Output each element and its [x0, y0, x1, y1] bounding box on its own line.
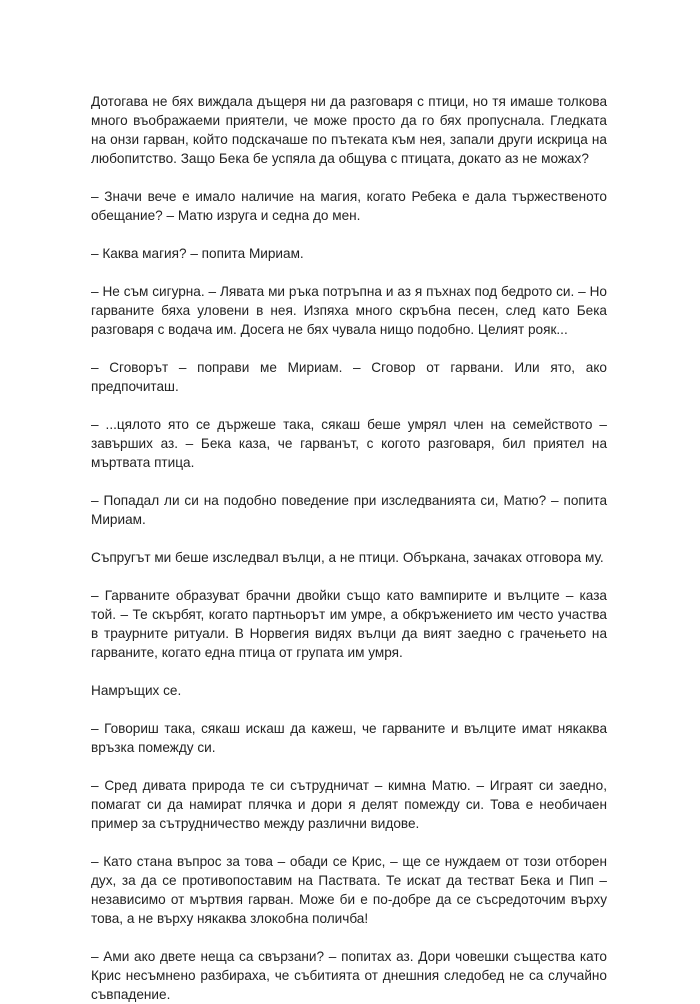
paragraph: Съпругът ми беше изследвал вълци, а не птици. Объркана, зачаках отговора му. — [91, 550, 604, 565]
paragraph: – Сговорът – поправи ме Мириам. – Сговор от гарвани. Или ято, ако предпочиташ. — [91, 360, 607, 394]
paragraph: – Като стана въпрос за това – обади се Крис, – ще се нуждаем от този отборен дух, за да се противопоставим на Паствата. Те искат да тестват Бека и Пип – независимо от мъртвия гарван. Може би е по-добре да се съсредоточим върху това, а не върху някаква злокобна поличба! — [91, 854, 607, 926]
paragraph: – Гарваните образуват брачни двойки също като вампирите и вълците – каза той. – Те скърбят, когато партньорът им умре, а обкръжението им често участва в траурните ритуали. В Норвегия видях вълци да вият заедно с грачењето на гарваните, когато една птица от групата им умря. — [91, 588, 607, 660]
paragraph: – ...цялото ято се държеше така, сякаш беше умрял член на семейството – завърших аз. – Бека каза, че гарванът, с когото разговаря, бил приятел на мъртвата птица. — [91, 417, 607, 470]
paragraph: – Сред дивата природа те си сътрудничат – кимна Матю. – Играят си заедно, помагат си да намират плячка и дори я делят помежду си. Това е необичаен пример за сътрудничество между различни видове. — [91, 778, 607, 831]
paragraph: – Говориш така, сякаш искаш да кажеш, че гарваните и вълците имат някаква връзка помежду си. — [91, 721, 607, 755]
paragraph: – Значи вече е имало наличие на магия, когато Ребека е дала тържественото обещание? – Матю изруга и седна до мен. — [91, 189, 607, 223]
paragraph: Дотогава не бях виждала дъщеря ни да разговаря с птици, но тя имаше толкова много въображаеми приятели, че може просто да го бях пропуснала. Гледката на онзи гарван, който подскачаше по пътеката към нея, запали други искрица на любопитство. Защо Бека бе успяла да общува с птицата, докато аз не можах? — [91, 94, 607, 166]
paragraph: – Ами ако двете неща са свързани? – попитах аз. Дори човешки същества като Крис несъмнено разбираха, че събитията от днешния следобед не са случайно съвпадение. — [91, 949, 607, 1002]
paragraph: – Не съм сигурна. – Лявата ми ръка потръпна и аз я пъхнах под бедрото си. – Но гарваните бяха уловени в нея. Изпяха много скръбна песен, след като Бека разговаря с водача им. Досега не бях чувала нищо подобно. Целият рояк... — [91, 284, 607, 337]
body-text — [91, 92, 607, 1004]
paragraph: Намръщих се. — [91, 683, 182, 698]
paragraph: – Попадал ли си на подобно поведение при изследванията си, Матю? – попита Мириам. — [91, 493, 607, 527]
paragraph: – Каква магия? – попита Мириам. — [91, 246, 304, 261]
